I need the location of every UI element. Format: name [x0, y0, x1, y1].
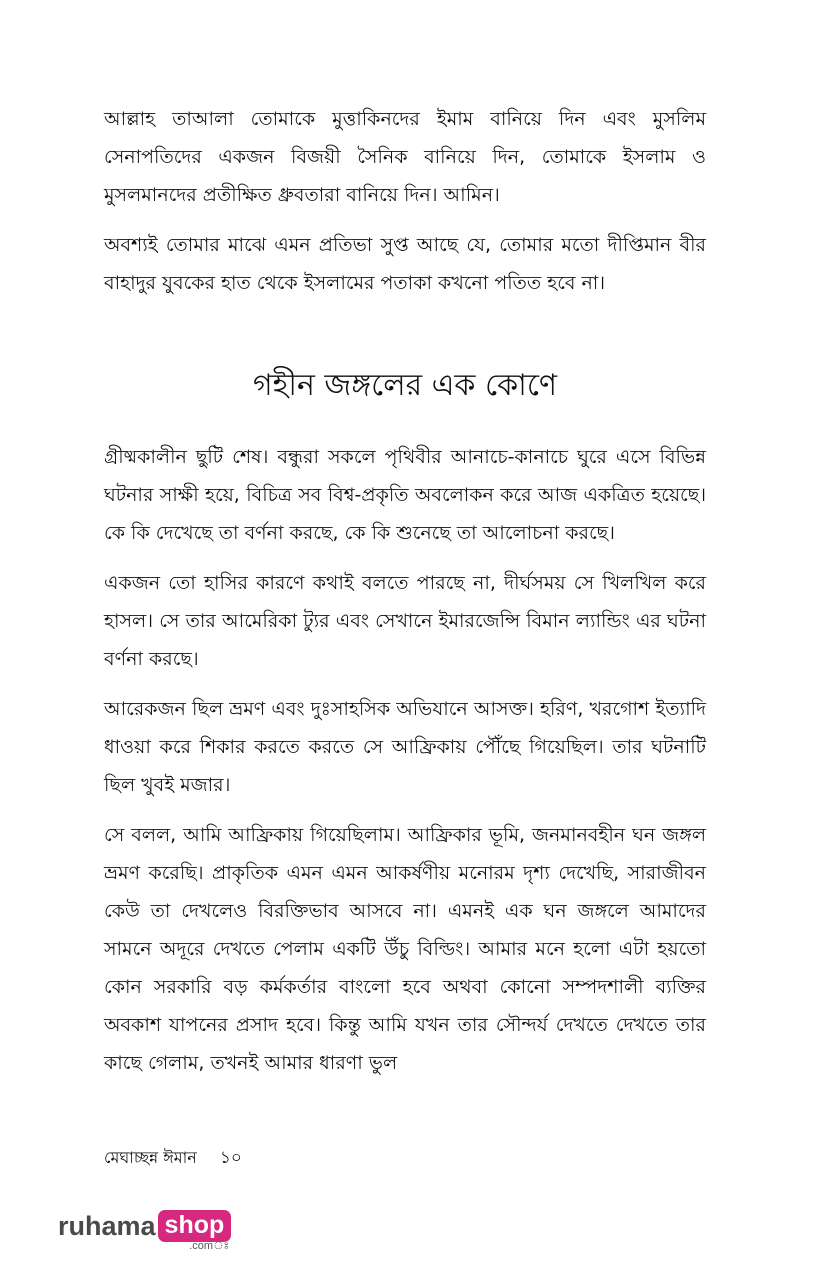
page-content — [104, 100, 706, 1094]
paragraph: একজন তো হাসির কারণে কথাই বলতে পারছে না, দীর্ঘসময় সে খিলখিল করে হাসল। সে তার আমেরিকা ট্যুর এবং সেখানে ইমারজেন্সি বিমান ল্যান্ডিং এর ঘটনা বর্ণনা করছে। — [104, 572, 706, 670]
paragraph: সে বলল, আমি আফ্রিকায় গিয়েছিলাম। আফ্রিকার ভূমি, জনমানবহীন ঘন জঙ্গল ভ্রমণ করেছি। প্রাকৃতিক এমন এমন আকর্ষণীয় মনোরম দৃশ্য দেখেছি, সারাজীবন কেউ তা দেখলেও বিরক্তিভাব আসবে না। এমনই এক ঘন জঙ্গলে আমাদের সামনে অদূরে দেখতে পেলাম একটি উঁচু বিল্ডিং। আমার মনে হলো এটা হয়তো কোন সরকারি বড় কর্মকর্তার বাংলো হবে অথবা কোনো সম্পদশালী ব্যক্তির অবকাশ যাপনের প্রসাদ হবে। কিন্তু আমি যখন তার সৌন্দর্য দেখতে দেখতে তার কাছে গেলাম, তখনই আমার ধারণা ভুল — [104, 824, 706, 1074]
paragraph: অবশ্যই তোমার মাঝে এমন প্রতিভা সুপ্ত আছে যে, তোমার মতো দীপ্তিমান বীর বাহাদুর যুবকের হাত থেকে ইসলামের পতাকা কখনো পতিত হবে না। — [104, 234, 706, 294]
page-number: ১০ — [219, 1148, 242, 1168]
book-title: মেঘাচ্ছন্ন ঈমান — [104, 1148, 197, 1167]
page-footer — [104, 1146, 242, 1170]
logo-shop-text: shop — [158, 1210, 232, 1242]
paragraph: আরেকজন ছিল ভ্রমণ এবং দুঃসাহসিক অভিযানে আসক্ত। হরিণ, খরগোশ ইত্যাদি ধাওয়া করে শিকার করতে করতে সে আফ্রিকায় পৌঁছে গিয়েছিল। তার ঘটনাটি ছিল খুবই মজার। — [104, 698, 706, 796]
paragraph: আল্লাহ তাআলা তোমাকে মুত্তাকিনদের ইমাম বানিয়ে দিন এবং মুসলিম সেনাপতিদের একজন বিজয়ী সৈনিক বানিয়ে দিন, তোমাকে ইসলাম ও মুসলমানদের প্রতীক্ষিত ধ্রুবতারা বানিয়ে দিন। আমিন। — [104, 108, 706, 206]
logo-brand-text: ruhama — [58, 1211, 156, 1241]
ruhama-shop-logo — [58, 1210, 231, 1252]
chapter-heading: গহীন জঙ্গলের এক কোণে — [252, 368, 558, 403]
logo-domain-text: .comঃ — [189, 1240, 230, 1252]
logo-shop-badge — [158, 1210, 232, 1252]
paragraph: গ্রীষ্মকালীন ছুটি শেষ। বন্ধুরা সকলে পৃথিবীর আনাচে-কানাচে ঘুরে এসে বিভিন্ন ঘটনার সাক্ষী হয়ে, বিচিত্র সব বিশ্ব-প্রকৃতি অবলোকন করে আজ একত্রিত হয়েছে। কে কি দেখেছে তা বর্ণনা করছে, কে কি শুনেছে তা আলোচনা করছে। — [104, 446, 706, 544]
